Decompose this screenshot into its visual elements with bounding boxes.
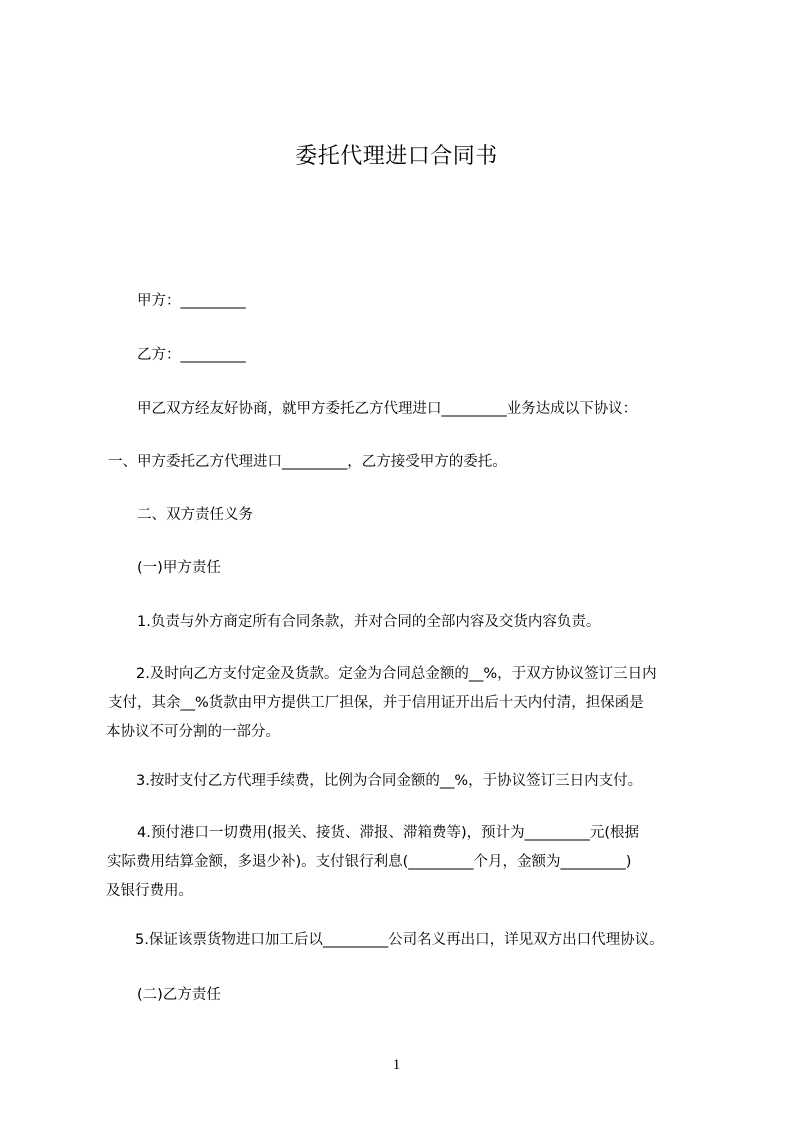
item-2-line-1: 2.及时向乙方支付定金及货款。定金为合同总金额的__%，于双方协议签订三日内 [136,666,657,682]
item-4-paragraph [106,819,639,906]
party-a-line: 甲方：_________ [137,293,246,309]
section-a-heading: (一)甲方责任 [137,560,221,576]
item-4-line-1: 4.预付港口一切费用(报关、接货、滞报、滞箱费等)，预计为_________元(根据 [137,825,640,841]
clause-2-heading: 二、双方责任义务 [137,507,253,523]
item-4-line-3: 及银行费用。 [106,883,193,899]
document-title: 委托代理进口合同书 [295,144,498,169]
item-1-paragraph: 1.负责与外方商定所有合同条款，并对合同的全部内容及交货内容负责。 [137,614,601,630]
page-number: 1 [392,1057,401,1073]
party-b-line: 乙方：_________ [137,347,246,363]
clause-1-paragraph: 一、甲方委托乙方代理进口_________，乙方接受甲方的委托。 [108,454,507,470]
item-2-line-3: 本协议不可分割的一部分。 [106,724,280,740]
item-5-paragraph: 5.保证该票货物进口加工后以_________公司名义再出口，详见双方出口代理协议。 [135,932,664,948]
item-2-paragraph [106,660,657,747]
item-2-line-2: 支付，其余__%货款由甲方提供工厂担保，并于信用证开出后十天内付清，担保函是 [108,695,644,711]
item-3-paragraph: 3.按时支付乙方代理手续费，比例为合同金额的__%，于协议签订三日内支付。 [136,773,643,789]
section-b-heading: (二)乙方责任 [137,987,221,1003]
item-4-line-2: 实际费用结算金额，多退少补)。支付银行利息(_________个月，金额为_________) [107,854,632,870]
preamble-paragraph: 甲乙双方经友好协商，就甲方委托乙方代理进口_________业务达成以下协议： [137,401,638,417]
